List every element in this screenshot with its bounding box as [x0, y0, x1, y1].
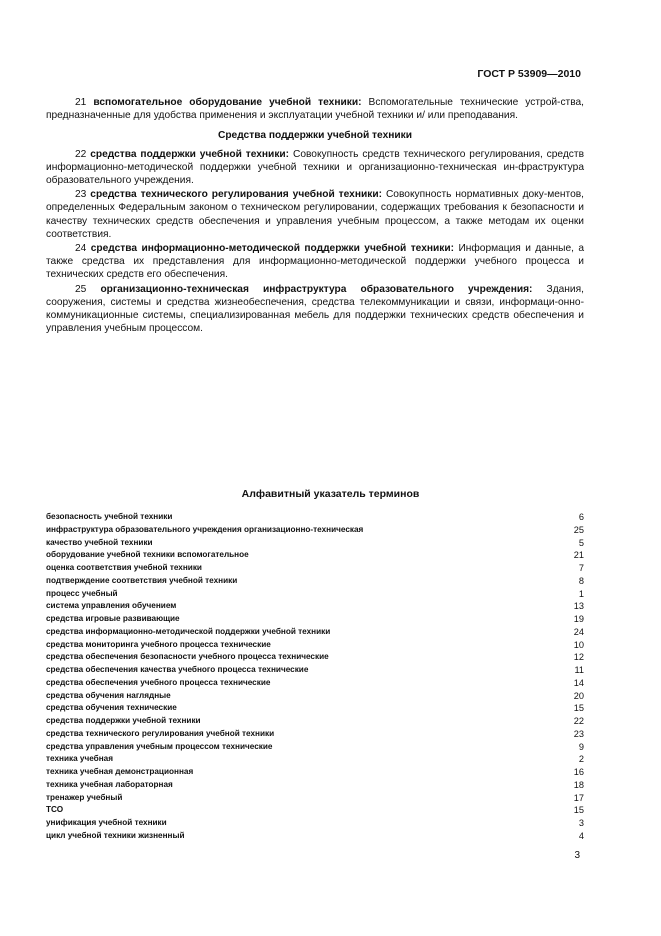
index-term: средства обучения наглядные	[46, 690, 171, 700]
index-term: качество учебной техники	[46, 537, 153, 547]
index-row	[46, 562, 584, 575]
index-row	[46, 741, 584, 754]
index-number: 2	[578, 754, 584, 765]
index-term: оценка соответствия учебной техники	[46, 563, 202, 572]
index-number: 15	[573, 703, 584, 714]
term-number: 22	[75, 148, 87, 160]
index-term: безопасность учебной техники	[46, 512, 173, 521]
term-paragraph-25	[46, 283, 584, 336]
index-number: 25	[573, 524, 584, 535]
term-paragraph-23	[46, 188, 584, 241]
index-term: техника учебная демонстрационная	[46, 767, 194, 776]
term-paragraph-22	[46, 148, 584, 188]
index-number: 10	[573, 639, 584, 650]
index-row	[46, 537, 584, 550]
index-row	[46, 524, 584, 537]
index-row	[46, 804, 584, 817]
term-number: 24	[75, 243, 87, 255]
index-term: процесс учебный	[46, 588, 118, 598]
index-number: 18	[573, 779, 584, 790]
index-number: 3	[578, 818, 584, 828]
index-row	[46, 626, 584, 639]
index-row	[46, 639, 584, 652]
term-paragraph-24	[46, 242, 584, 282]
index-number: 19	[573, 614, 584, 624]
section-title: Средства поддержки учебной техники	[217, 130, 413, 142]
index-term: тренажер учебный	[46, 792, 123, 802]
index-row	[46, 600, 584, 613]
index-row	[46, 792, 584, 805]
index-row	[46, 830, 584, 843]
index-term: средства обеспечения безопасности учебного процесса технические	[46, 652, 329, 662]
index-row	[46, 779, 584, 792]
term-number: 23	[75, 189, 87, 201]
document-id-header: ГОСТ Р 53909—2010	[477, 68, 581, 80]
index-number: 24	[573, 626, 584, 637]
index-number: 12	[573, 652, 584, 663]
index-row	[46, 715, 584, 728]
index-row	[46, 575, 584, 588]
terms-body	[46, 96, 584, 336]
index-term: средства обеспечения качества учебного процесса технические	[46, 665, 309, 674]
index-row	[46, 613, 584, 626]
index-number: 21	[573, 550, 584, 561]
term-number: 25	[75, 283, 87, 295]
index-row	[46, 766, 584, 779]
index-row	[46, 690, 584, 703]
index-term: техника учебная	[46, 754, 113, 764]
index-term: средства поддержки учебной техники	[46, 716, 201, 725]
index-number: 1	[578, 588, 584, 599]
page-number: 3	[574, 850, 580, 861]
index-term: техника учебная лабораторная	[46, 779, 173, 789]
index-term: унификация учебной техники	[46, 818, 167, 827]
term-number: 21	[75, 97, 87, 108]
term-definition: Здания, сооружения, системы и средства жизнеобеспечения, средства телекоммуникации и связи, информаци-онно-коммуникационные системы, специализированная мебель для поддержки технических средств обеспечения и управления учебным процессом.	[46, 283, 584, 335]
index-row	[46, 677, 584, 690]
index-term: ТСО	[46, 805, 64, 815]
term-definition: Совокупность средств технического регулирования, средств информационно-методической поддержки учебной техники и организационно-техническая ин-фраструктура образовательного учреждения.	[46, 148, 584, 187]
index-term: инфраструктура образовательного учреждения организационно-техническая	[46, 524, 364, 534]
index-row	[46, 702, 584, 715]
index-title: Алфавитный указатель терминов	[241, 488, 420, 500]
alphabetical-index	[46, 511, 584, 843]
index-number: 14	[573, 677, 584, 688]
index-number: 9	[578, 741, 584, 752]
index-number: 4	[578, 830, 584, 841]
index-term: средства мониторинга учебного процесса технические	[46, 639, 271, 649]
term-definition: Информация и данные, а также средства их представления для информационно-методической поддержки учебного процесса и технических средств его обеспечения.	[46, 243, 584, 281]
index-term: средства управления учебным процессом технические	[46, 741, 273, 751]
index-row	[46, 511, 584, 524]
index-term: средства игровые развивающие	[46, 614, 180, 623]
term-definition: Вспомогательные технические устрой-ства, предназначенные для удобства применения и эксплуатации учебной техники и/ или преподавания.	[46, 97, 585, 122]
index-term: подтверждение соответствия учебной техники	[46, 575, 238, 585]
index-term: средства технического регулирования учебной техники	[46, 728, 275, 738]
index-term: система управления обучением	[46, 601, 177, 611]
index-row	[46, 549, 584, 562]
index-term: средства обеспечения учебного процесса технические	[46, 677, 271, 687]
index-number: 20	[573, 690, 584, 701]
term-name: средства информационно-методической поддержки учебной техники:	[90, 243, 455, 255]
index-term: средства обучения технические	[46, 703, 177, 713]
term-name: средства технического регулирования учебной техники:	[90, 189, 383, 201]
term-paragraph-21	[46, 96, 584, 122]
index-row	[46, 664, 584, 677]
index-row	[46, 728, 584, 741]
index-term: цикл учебной техники жизненный	[46, 830, 185, 840]
index-number: 13	[573, 601, 584, 612]
index-number: 16	[573, 767, 584, 777]
index-number: 11	[574, 665, 584, 675]
index-row	[46, 753, 584, 766]
index-row	[46, 817, 584, 830]
index-row	[46, 588, 584, 601]
index-number: 22	[573, 716, 584, 726]
index-number: 17	[573, 792, 584, 803]
index-number: 6	[578, 512, 584, 522]
index-term: оборудование учебной техники вспомогательное	[46, 550, 249, 560]
index-number: 8	[578, 575, 584, 586]
term-name: средства поддержки учебной техники:	[90, 148, 290, 160]
index-number: 7	[578, 563, 584, 573]
index-number: 23	[573, 728, 584, 739]
index-term: средства информационно-методической поддержки учебной техники	[46, 626, 331, 636]
index-number: 5	[578, 537, 584, 548]
term-name: вспомогательное оборудование учебной техники:	[93, 97, 362, 108]
term-definition: Совокупность нормативных доку-ментов, определенных Федеральным законом о техническом регулировании, содержащих требования к безопасности и качеству технических средств обеспечения и управления учебным процессом, а также методам их оценки соответствия.	[46, 189, 584, 240]
term-name: организационно-техническая инфраструктура образовательного учреждения:	[100, 283, 533, 295]
index-row	[46, 651, 584, 664]
index-number: 15	[573, 805, 584, 816]
